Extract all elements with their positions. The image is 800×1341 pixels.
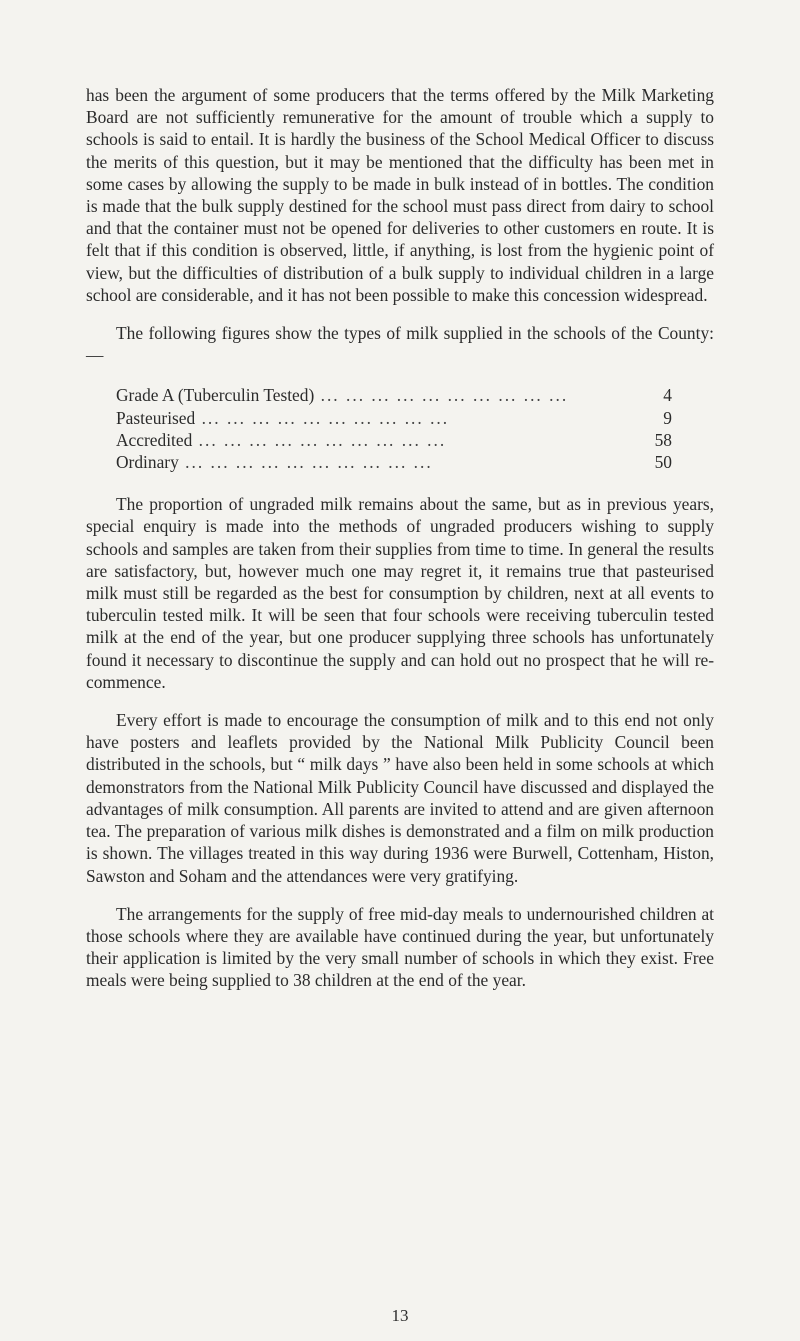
milk-types-table bbox=[86, 384, 714, 473]
paragraph-milk-days: Every effort is made to encourage the consumption of milk and to this end not only have posters and leaflets provided by the National Milk Publicity Council been distributed in the schools, but “ milk days ” have also been held in some schools at which demonstrators from the National Milk Publicity Council have discussed and displayed the advantages of milk consumption. All parents are invited to attend and are given afternoon tea. The preparation of various milk dishes is demonstrated and a film on milk production is shown. The villages treated in this way during 1936 were Burwell, Cottenham, Histon, Sawston and Soham and the attendances were very gratifying. bbox=[86, 710, 714, 886]
milk-type-count: 58 bbox=[654, 429, 672, 450]
paragraph-figures-intro: The following figures show the types of milk supplied in the schools of the County:— bbox=[86, 323, 714, 366]
milk-type-label: Ordinary ... . bbox=[116, 451, 632, 473]
page-number: 13 bbox=[391, 1306, 409, 1325]
table-row bbox=[116, 407, 672, 429]
milk-type-label: Grade A (Tuberculin Tested) ... . bbox=[116, 384, 632, 406]
milk-type-count: 50 bbox=[654, 452, 672, 473]
table-row bbox=[116, 429, 672, 451]
paragraph-mid-day-meals: The arrangements for the supply of free mid-day meals to undernourished children at those schools where they are available have continued during the year, but unfortunately their application is limited by the very small number of schools in which they exist. Free meals were being supplied to 38 children at the end of the year. bbox=[86, 903, 714, 991]
milk-type-label: Pasteurised ... . bbox=[116, 407, 632, 429]
milk-type-count: 4 bbox=[663, 385, 672, 406]
paragraph-milk-marketing: has been the argument of some producers that the terms offered by the Milk Marketing Board are not sufficiently remunerative for the amount of trouble which a supply to schools is said to entail. It is hardly the business of the School Medical Officer to discuss the merits of this question, but it may be mentioned that the difficulty has been met in some cases by allowing the supply to be made in bulk instead of in bottles. The condition is made that the bulk supply destined for the school must pass direct from dairy to school and that the container must not be opened for deliveries to other customers en route. It is felt that if this condition is observed, little, if anything, is lost from the hygienic point of view, but the difficulties of distribution of a bulk supply to individual children in a large school are considerable, and it has not been possible to make this concession widespread. bbox=[86, 85, 714, 305]
paragraph-ungraded-milk: The proportion of ungraded milk remains about the same, but as in previous years, special enquiry is made into the methods of ungraded producers wishing to supply schools and samples are taken from their supplies from time to time. In general the results are satisfactory, but, however much one may regret it, it remains true that pasteurised milk must still be regarded as the best for consumption by children, next at all events to tuberculin tested milk. It will be seen that four schools were receiving tuberculin tested milk at the end of the year, but one producer supplying three schools has unfortunately found it necessary to discontinue the supply and can hold out no prospect that he will re-commence. bbox=[86, 494, 714, 692]
milk-type-count: 9 bbox=[663, 407, 672, 428]
table-row bbox=[116, 451, 672, 473]
milk-type-label: Accredited ... . bbox=[116, 429, 632, 451]
table-row bbox=[116, 384, 672, 406]
